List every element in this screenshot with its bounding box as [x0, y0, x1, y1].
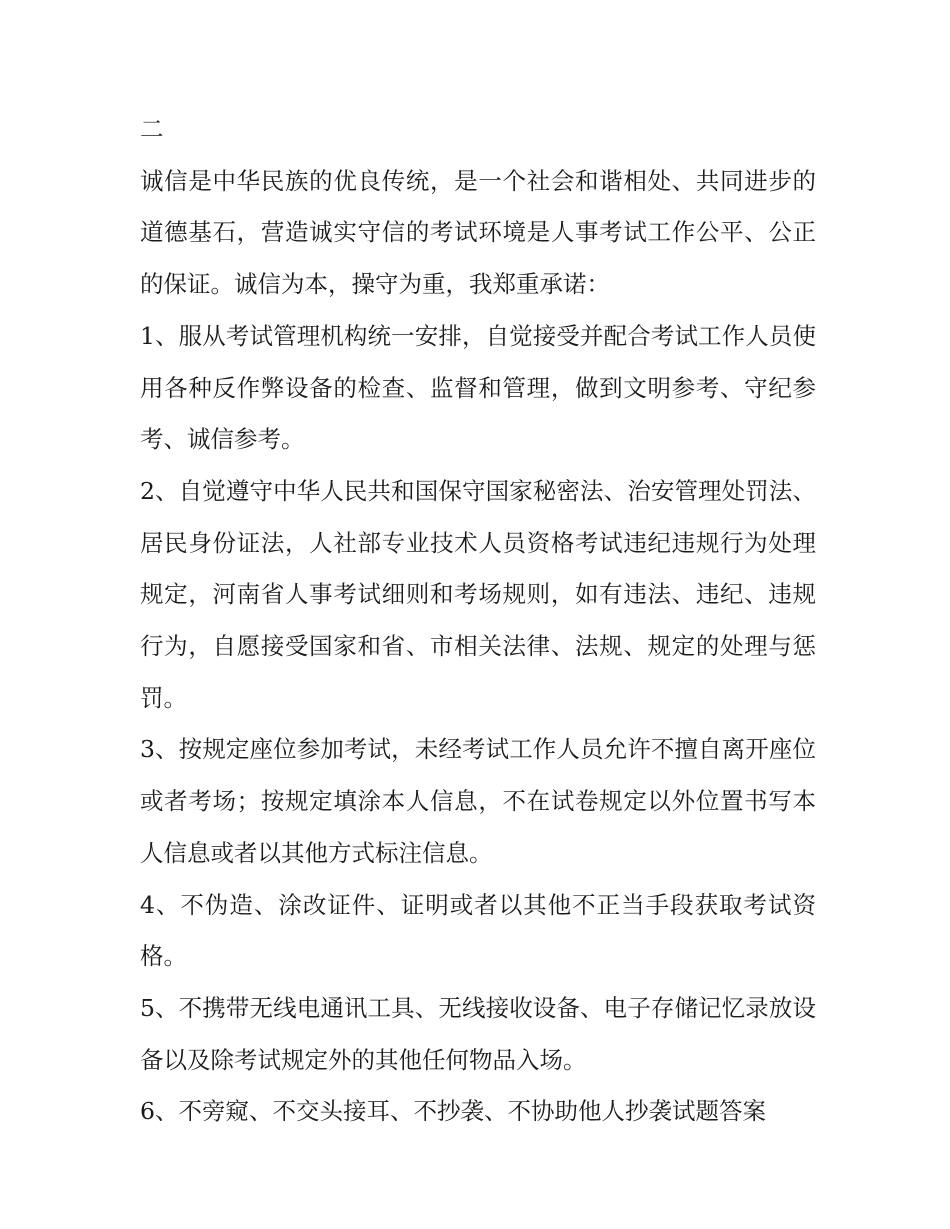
pledge-item-5: 5、不携带无线电通讯工具、无线接收设备、电子存储记忆录放设备以及除考试规定外的其他任何物品入场。: [140, 993, 816, 1074]
intro-paragraph: 诚信是中华民族的优良传统，是一个社会和谐相处、共同进步的道德基石，营造诚实守信的考试环境是人事考试工作公平、公正的保证。诚信为本，操守为重，我郑重承诺：: [140, 166, 816, 299]
pledge-item-1: 1、服从考试管理机构统一安排，自觉接受并配合考试工作人员使用各种反作弊设备的检查、监督和管理，做到文明参考、守纪参考、诚信参考。: [140, 321, 816, 454]
document-body: [140, 104, 816, 1138]
pledge-item-6: 6、不旁窥、不交头接耳、不抄袭、不协助他人抄袭试题答案: [140, 1097, 766, 1126]
section-heading: 二: [140, 115, 164, 143]
pledge-item-2: 2、自觉遵守中华人民共和国保守国家秘密法、治安管理处罚法、居民身份证法，人社部专业技术人员资格考试违纪违规行为处理规定，河南省人事考试细则和考场规则，如有违法、违纪、违规行为，自愿接受国家和省、市相关法律、法规、规定的处理与惩罚。: [140, 476, 816, 712]
pledge-item-4: 4、不伪造、涂改证件、证明或者以其他不正当手段获取考试资格。: [140, 890, 816, 971]
pledge-item-3: 3、按规定座位参加考试，未经考试工作人员允许不擅自离开座位或者考场；按规定填涂本人信息，不在试卷规定以外位置书写本人信息或者以其他方式标注信息。: [140, 735, 816, 867]
